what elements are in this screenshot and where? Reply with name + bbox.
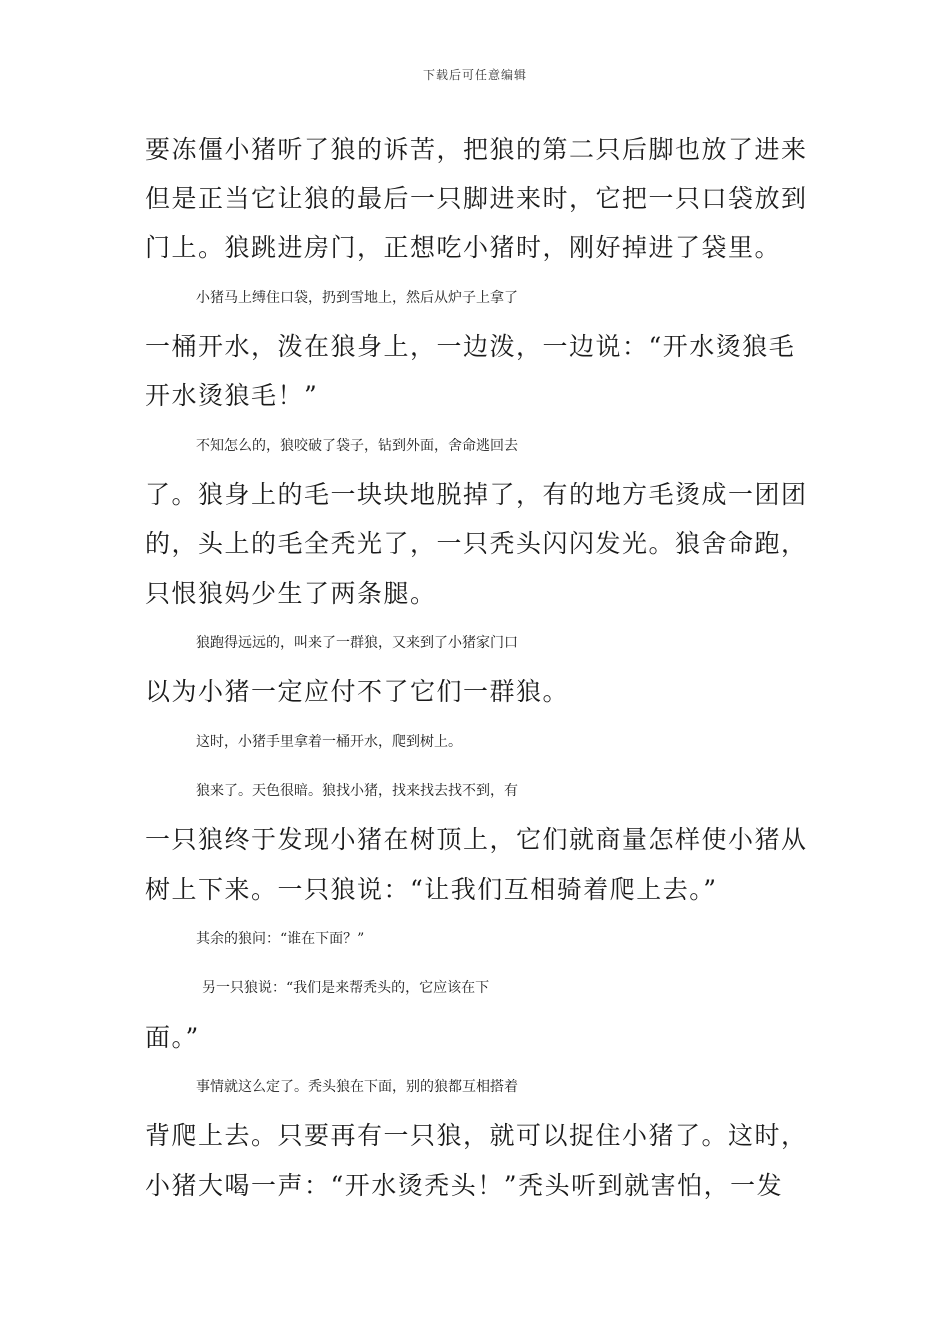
- text-line: 一只狼终于发现小猪在树顶上，它们就商量怎样使小猪从: [145, 825, 808, 854]
- text-line: 树上下来。一只狼说：“让我们互相骑着爬上去。”: [145, 875, 718, 904]
- text-line: 了。狼身上的毛一块块地脱掉了，有的地方毛烫成一团团: [145, 480, 808, 509]
- paragraph-first-line: 不知怎么的，狼咬破了袋子，钻到外面，舍命逃回去: [196, 438, 518, 454]
- paragraph-first-line: 事情就这么定了。秃头狼在下面，别的狼都互相搭着: [196, 1079, 518, 1095]
- text-line: 以为小猪一定应付不了它们一群狼。: [145, 677, 570, 706]
- page-header: 下载后可任意编辑: [422, 68, 527, 82]
- text-line: 但是正当它让狼的最后一只脚进来时，它把一只口袋放到: [145, 184, 808, 213]
- paragraph-first-line: 另一只狼说：“我们是来帮秃头的，它应该在下: [202, 980, 490, 996]
- text-line: 一桶开水，泼在狼身上，一边泼，一边说：“开水烫狼毛: [145, 332, 796, 361]
- paragraph-first-line: 其余的狼问：“谁在下面？”: [196, 931, 365, 947]
- text-line: 的，头上的毛全秃光了，一只秃头闪闪发光。狼舍命跑，: [145, 529, 808, 558]
- text-line: 开水烫狼毛！”: [145, 381, 319, 410]
- text-line: 背爬上去。只要再有一只狼，就可以捉住小猪了。这时，: [145, 1121, 808, 1150]
- paragraph-first-line: 这时，小猪手里拿着一桶开水，爬到树上。: [196, 734, 462, 750]
- paragraph-first-line: 小猪马上缚住口袋，扔到雪地上，然后从炉子上拿了: [196, 290, 518, 306]
- text-line: 面。”: [145, 1023, 200, 1052]
- text-line: 小猪大喝一声：“开水烫秃头！”秃头听到就害怕，一发: [145, 1171, 784, 1200]
- paragraph-first-line: 狼跑得远远的，叫来了一群狼，又来到了小猪家门口: [196, 635, 518, 651]
- text-line: 要冻僵小猪听了狼的诉苦，把狼的第二只后脚也放了进来: [145, 135, 808, 164]
- text-line: 只恨狼妈少生了两条腿。: [145, 579, 437, 608]
- paragraph-first-line: 狼来了。天色很暗。狼找小猪，找来找去找不到，有: [196, 783, 518, 799]
- text-line: 门上。狼跳进房门，正想吃小猪时，刚好掉进了袋里。: [145, 233, 782, 262]
